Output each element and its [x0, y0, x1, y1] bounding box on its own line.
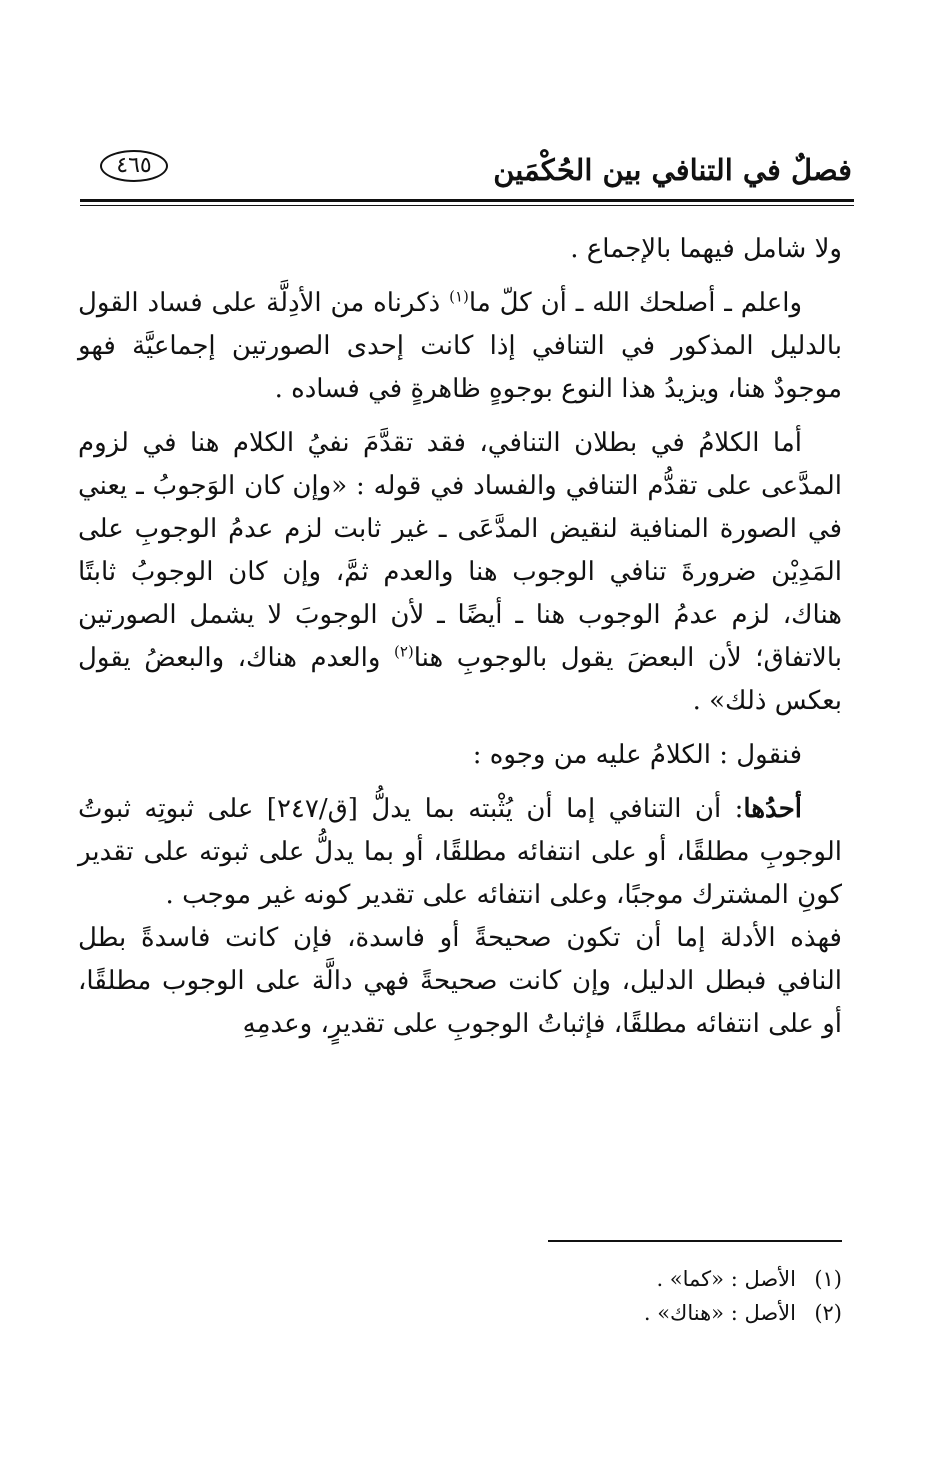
footnote-number: (١): [814, 1267, 842, 1291]
footnote-1: [342, 1262, 842, 1296]
paragraph-4: فنقول : الكلامُ عليه من وجوه :: [472, 740, 802, 770]
footnote-separator: [548, 1240, 842, 1242]
paragraph-1: ولا شامل فيهما بالإجماع .: [570, 234, 842, 264]
header-rule-thin: [80, 205, 854, 206]
chapter-title: فصلٌ في التنافي بين الحُكْمَين: [493, 153, 852, 187]
footnote-mark-1: (١): [449, 287, 469, 306]
paragraph-3: أما الكلامُ في بطلان التنافي، فقد تقدَّمَ نفيُ الكلام هنا في لزوم المدَّعى على تقدُّم التنافي والفساد في قوله : «وإن كان الوَجوبُ ـ يعني في الصورة المنافية لنقيض المدَّعَى ـ غير ثابت لزم عدمُ الوجوبِ على المَدِيْن ضرورةَ تنافي الوجوب هنا والعدم ثمَّ، وإن كان الوجوبُ ثابتًا هناك، لزم عدمُ الوجوب هنا ـ أيضًا ـ لأن الوجوبَ لا يشمل الصورتين بالاتفاق؛ لأن البعضَ يقول بالوجوبِ هنا$^{(٢)}$ والعدم هناك، والبعضُ يقول بعكس ذلك» .: [78, 428, 842, 716]
paragraph-2: واعلم ـ أصلحك الله ـ أن كلّ ما$^{(١)}$ ذكرناه من الأدِلَّة على فساد القول بالدليل المذكور في التنافي إذا كانت إحدى الصورتين إجماعيَّة فهو موجودٌ هنا، ويزيدُ هذا النوع بوجوهٍ ظاهرةٍ في فساده .: [78, 287, 842, 404]
header-rule-thick: [80, 199, 854, 202]
footnote-text: الأصل : «هناك» .: [643, 1301, 796, 1325]
footnote-text: الأصل : «كما» .: [656, 1267, 796, 1291]
footnote-mark-2: (٢): [393, 642, 414, 661]
paragraph-5: أحدُها: أن التنافي إما أن يُثْبته بما يدلُّ [ق/٢٤٧] على ثبوتِه ثبوتُ الوجوبِ مطلقًا، أو على انتفائه مطلقًا، أو بما يدلُّ على ثبوته على تقدير كونِ المشترك موجبًا، وعلى انتفائه على تقدير كونه غير موجب .: [78, 794, 842, 910]
running-header: [78, 142, 852, 202]
footnote-2: [342, 1296, 842, 1330]
main-text: [78, 228, 842, 1046]
footnotes: [342, 1262, 842, 1330]
page-number-badge: ٤٦٥: [100, 150, 168, 182]
first-point-label: أحدُها: [743, 794, 802, 824]
footnote-number: (٢): [814, 1301, 842, 1325]
paragraph-6: فهذه الأدلة إما أن تكون صحيحةً أو فاسدة، فإن كانت فاسدةً بطل النافي فبطل الدليل، وإن كانت صحيحةً فهي دالَّة على الوجوب مطلقًا، أو على انتفائه مطلقًا، فإثباتُ الوجوبِ على تقديرٍ، وعدمِهِ: [78, 923, 842, 1039]
